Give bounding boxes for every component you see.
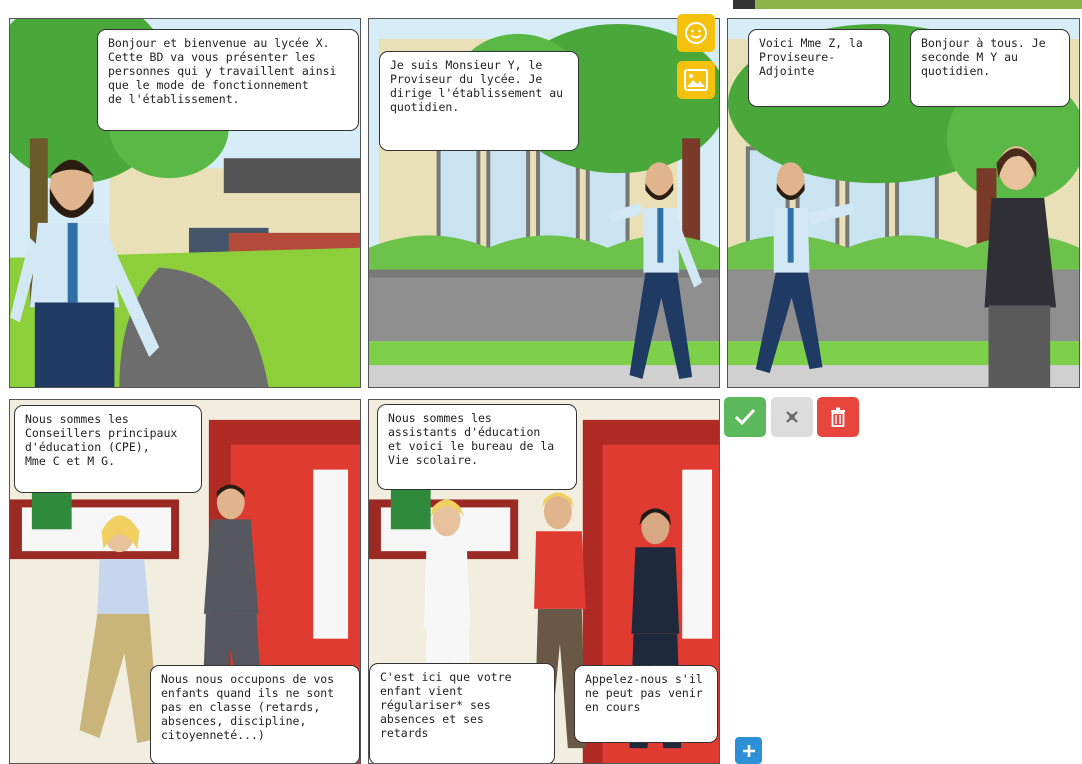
- close-icon[interactable]: [771, 397, 813, 437]
- comic-panel-2[interactable]: [368, 18, 720, 388]
- speech-bubble[interactable]: Je suis Monsieur Y, le Proviseur du lycée. Je dirige l'établissement au quotidien.: [379, 51, 579, 151]
- trash-icon-glyph: [830, 407, 846, 427]
- header-bar: [735, 0, 1082, 9]
- speech-bubble[interactable]: Bonjour et bienvenue au lycée X. Cette BD va vous présenter les personnes qui y travaillent ainsi que le mode de fonctionnement de l'établissement.: [97, 29, 359, 131]
- smiley-icon[interactable]: [677, 14, 715, 52]
- comic-panel-1[interactable]: [9, 18, 361, 388]
- speech-bubble[interactable]: Appelez-nous s'il ne peut pas venir en cours: [574, 665, 718, 743]
- speech-bubble[interactable]: Voici Mme Z, la Proviseure- Adjointe: [748, 29, 890, 107]
- comic-panel-3[interactable]: [727, 18, 1080, 388]
- smiley-icon-glyph: [684, 21, 708, 45]
- speech-bubble[interactable]: Bonjour à tous. Je seconde M Y au quotidien.: [910, 29, 1070, 107]
- speech-bubble[interactable]: Nous sommes les assistants d'éducation et voici le bureau de la Vie scolaire.: [377, 404, 577, 490]
- plus-icon-glyph: [742, 744, 756, 758]
- checkmark-icon[interactable]: [724, 397, 766, 437]
- comic-panel-5[interactable]: [368, 399, 720, 764]
- speech-bubble[interactable]: C'est ici que votre enfant vient régulariser* ses absences et ses retards: [369, 663, 555, 764]
- trash-icon[interactable]: [817, 397, 859, 437]
- image-icon-glyph: [684, 69, 708, 91]
- speech-bubble[interactable]: Nous sommes les Conseillers principaux d'éducation (CPE), Mme C et M G.: [14, 405, 202, 493]
- header-handle[interactable]: [733, 0, 755, 9]
- speech-bubble[interactable]: Nous nous occupons de vos enfants quand ils ne sont pas en classe (retards, absences, discipline, citoyenneté...): [150, 665, 360, 764]
- close-icon-glyph: [784, 409, 800, 425]
- image-icon[interactable]: [677, 61, 715, 99]
- plus-icon[interactable]: [735, 737, 762, 764]
- comic-panel-4[interactable]: [9, 399, 361, 764]
- checkmark-icon-glyph: [734, 408, 756, 426]
